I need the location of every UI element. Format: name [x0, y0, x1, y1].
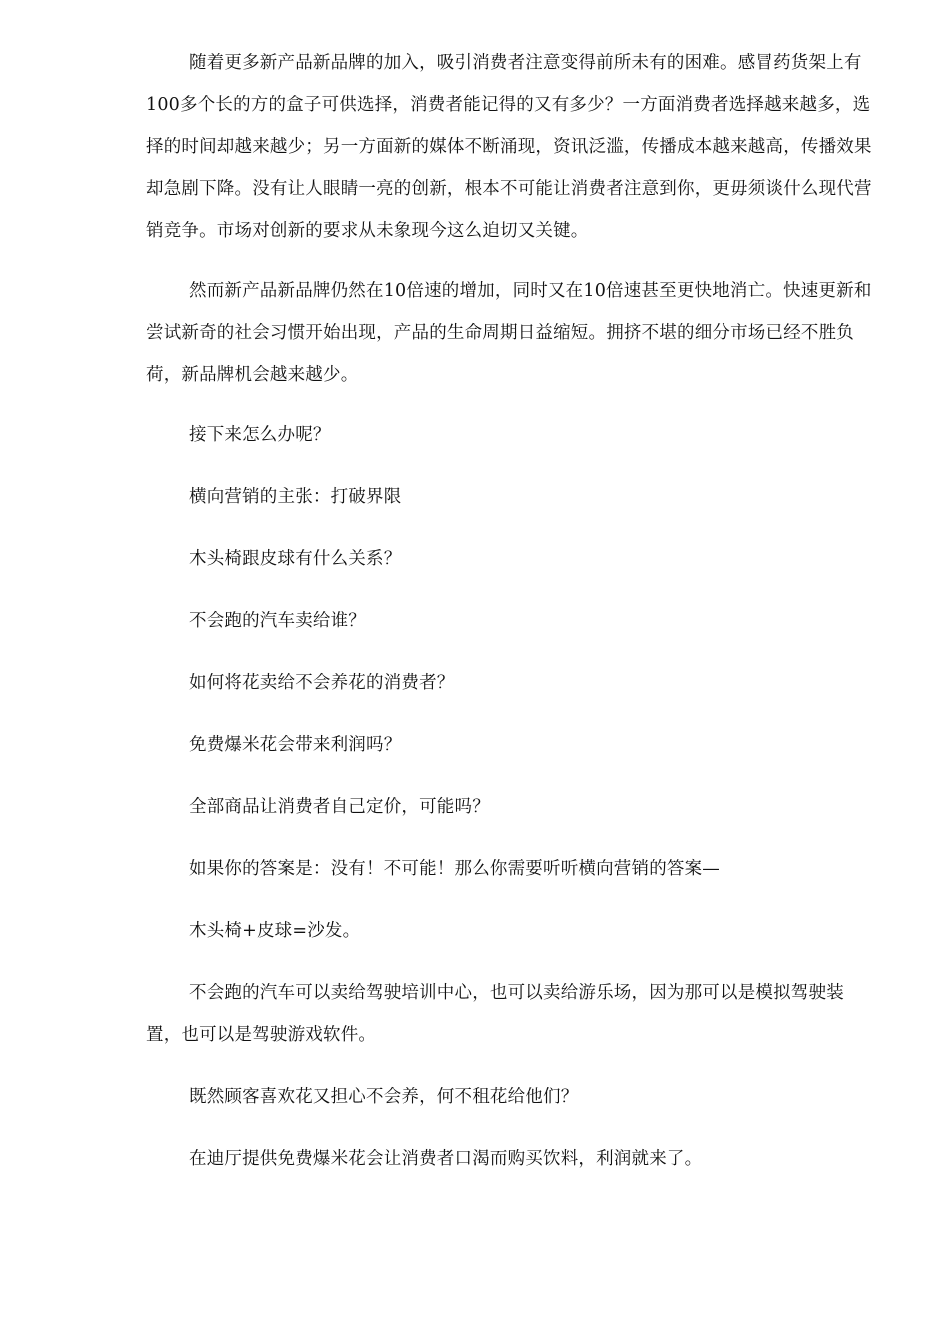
paragraph-answer-car: 不会跑的汽车可以卖给驾驶培训中心，也可以卖给游乐场，因为那可以是模拟驾驶装置，也可以是驾驶游戏软件。	[146, 983, 844, 1045]
paragraph-what-next: 接下来怎么办呢？	[189, 425, 331, 445]
paragraph-question-flowers: 如何将花卖给不会养花的消费者？	[189, 673, 455, 693]
paragraph-intro-attention: 随着更多新产品新品牌的加入，吸引消费者注意变得前所未有的困难。感冒药货架上有100多个长的方的盒子可供选择，消费者能记得的又有多少？一方面消费者选择越来越多，选择的时间却越来越少；另一方面新的媒体不断涌现，资讯泛滥，传播成本越来越高，传播效果却急剧下降。没有让人眼睛一亮的创新，根本不可能让消费者注意到你，更毋须谈什么现代营销竞争。市场对创新的要求从未象现今这么迫切又关键。	[146, 53, 872, 241]
paragraph-question-chair-ball: 木头椅跟皮球有什么关系？	[189, 549, 402, 569]
paragraph-answer-flowers: 既然顾客喜欢花又担心不会养，何不租花给他们？	[189, 1087, 579, 1107]
paragraph-product-lifecycle: 然而新产品新品牌仍然在10倍速的增加，同时又在10倍速甚至更快地消亡。快速更新和尝试新奇的社会习惯开始出现，产品的生命周期日益缩短。拥挤不堪的细分市场已经不胜负荷，新品牌机会越来越少。	[146, 281, 872, 385]
paragraph-question-car: 不会跑的汽车卖给谁？	[189, 611, 366, 631]
document-page	[146, 42, 876, 1180]
paragraph-answer-popcorn: 在迪厅提供免费爆米花会让消费者口渴而购买饮料，利润就来了。	[189, 1149, 703, 1169]
paragraph-answer-intro: 如果你的答案是：没有！不可能！那么你需要听听横向营销的答案—	[189, 859, 720, 879]
paragraph-lateral-marketing-heading: 横向营销的主张：打破界限	[189, 487, 402, 507]
paragraph-question-popcorn: 免费爆米花会带来利润吗？	[189, 735, 402, 755]
paragraph-question-pricing: 全部商品让消费者自己定价，可能吗？	[189, 797, 490, 817]
paragraph-answer-sofa: 木头椅+皮球=沙发。	[189, 921, 361, 941]
